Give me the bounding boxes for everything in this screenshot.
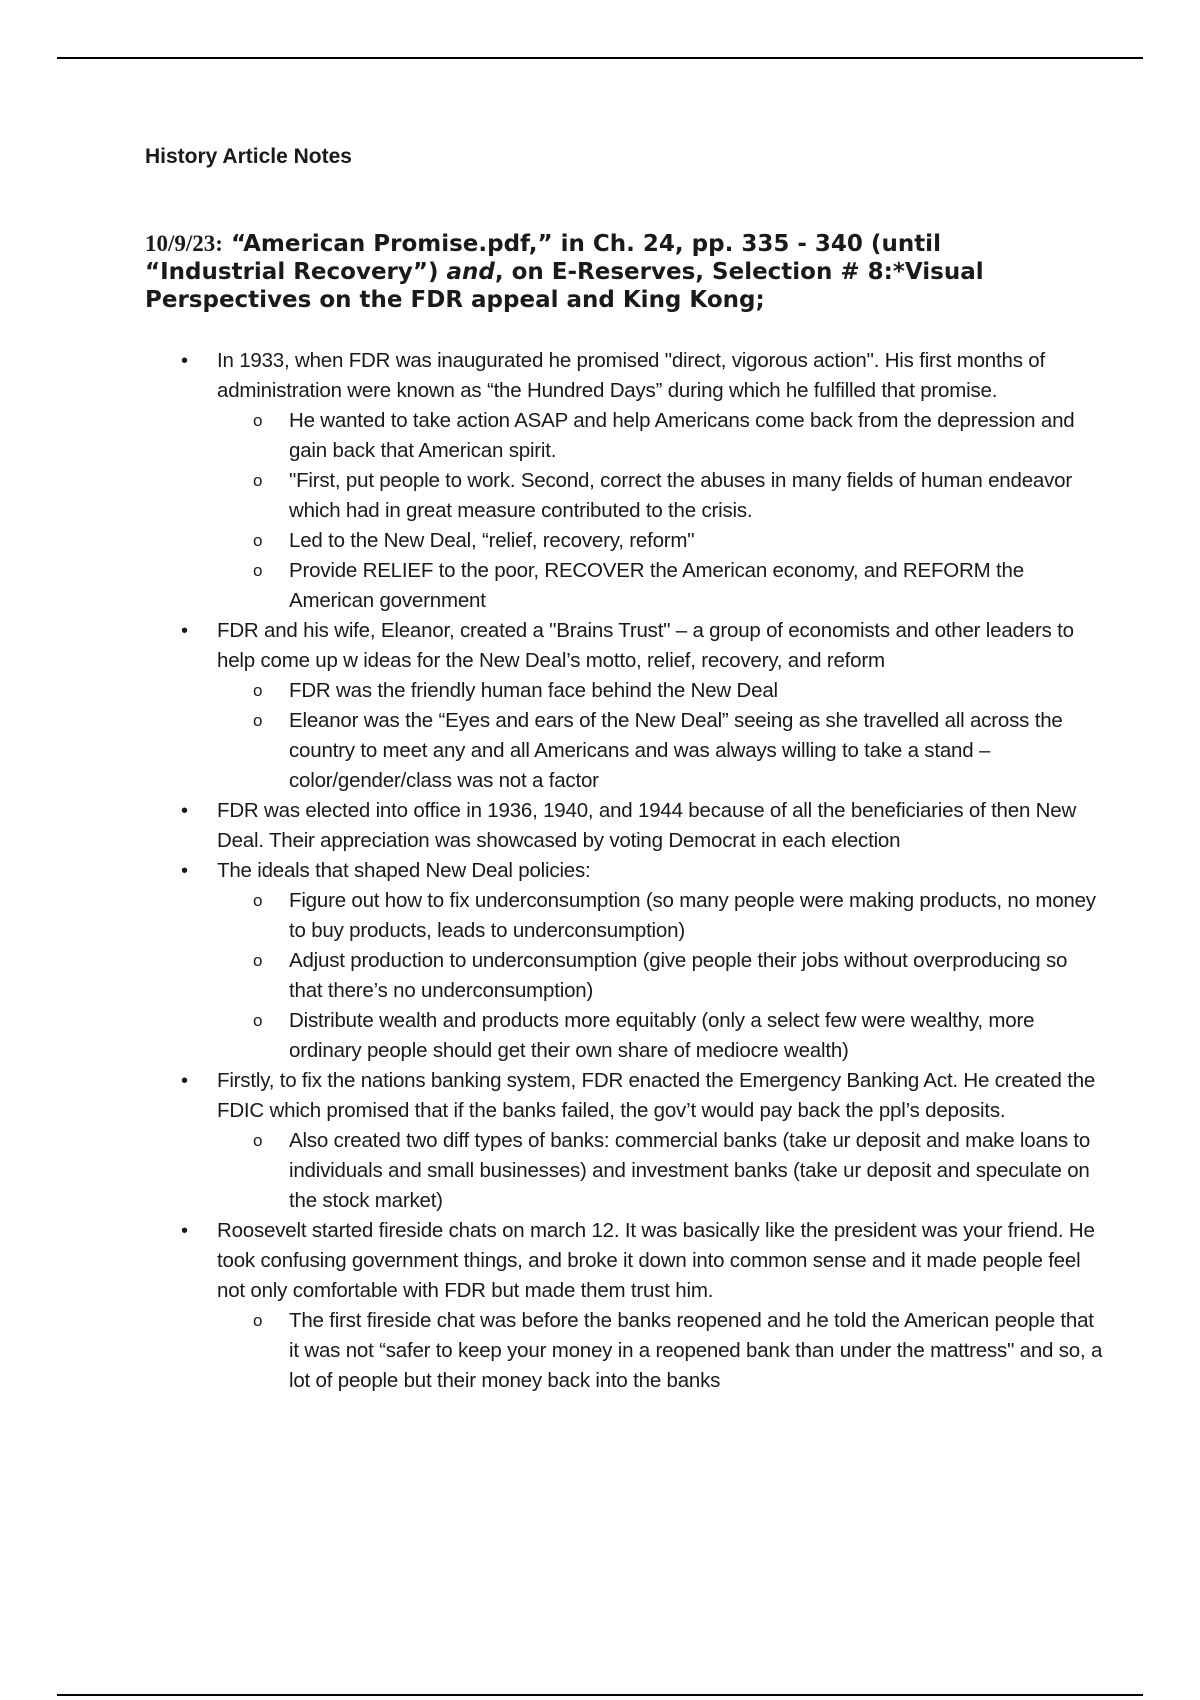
bullet-text: Roosevelt started fireside chats on march 12. It was basically like the president was your friend. He took confusing government things, and broke it down into common sense and it made people feel not only comfortable with FDR but made them trust him. (217, 1219, 1095, 1302)
sub-bullet-item (217, 466, 1105, 526)
circle-bullet-icon: o (253, 951, 263, 970)
sub-bullet-text: FDR was the friendly human face behind the New Deal (289, 679, 778, 702)
sub-bullet-list (217, 886, 1105, 1066)
sub-bullet-text: Figure out how to fix underconsumption (so many people were making products, no money to buy products, leads to underconsumption) (289, 889, 1096, 942)
bullet-item (145, 346, 1105, 616)
sub-bullet-list (217, 676, 1105, 796)
circle-bullet-icon: o (253, 1011, 263, 1030)
bullet-icon: • (181, 800, 188, 822)
sub-bullet-item (217, 946, 1105, 1006)
bullet-icon: • (181, 1070, 188, 1092)
notes-list-container (145, 346, 1105, 1396)
bullet-item (145, 856, 1105, 1066)
sub-bullet-item (217, 556, 1105, 616)
assignment-date: 10/9/23: (145, 231, 223, 256)
sub-bullet-text: Eleanor was the “Eyes and ears of the New Deal” seeing as she travelled all across the country to meet any and all Americans and was always willing to take a stand – color/gender/class was not a factor (289, 709, 1063, 792)
sub-bullet-text: Led to the New Deal, “relief, recovery, reform" (289, 529, 695, 552)
sub-bullet-list (217, 1126, 1105, 1216)
sub-bullet-item (217, 1126, 1105, 1216)
bullet-icon: • (181, 350, 188, 372)
sub-bullet-text: Provide RELIEF to the poor, RECOVER the American economy, and REFORM the American government (289, 559, 1024, 612)
circle-bullet-icon: o (253, 891, 263, 910)
sub-bullet-item (217, 706, 1105, 796)
sub-bullet-text: Also created two diff types of banks: commercial banks (take ur deposit and make loans to individuals and small businesses) and investment banks (take ur deposit and speculate on the stock market) (289, 1129, 1091, 1212)
sub-bullet-list (217, 406, 1105, 616)
circle-bullet-icon: o (253, 561, 263, 580)
bullet-item (145, 1216, 1105, 1396)
sub-bullet-text: He wanted to take action ASAP and help Americans come back from the depression and gain back that American spirit. (289, 409, 1075, 462)
notes-list (145, 346, 1105, 1396)
circle-bullet-icon: o (253, 711, 263, 730)
circle-bullet-icon: o (253, 411, 263, 430)
bullet-icon: • (181, 620, 188, 642)
bullet-text: Firstly, to fix the nations banking system, FDR enacted the Emergency Banking Act. He created the FDIC which promised that if the banks failed, the gov’t would pay back the ppl’s deposits. (217, 1069, 1096, 1122)
assignment-heading (145, 230, 1085, 314)
sub-bullet-item (217, 676, 1105, 706)
sub-bullet-item (217, 526, 1105, 556)
sub-bullet-item (217, 406, 1105, 466)
document-title: History Article Notes (145, 145, 352, 168)
assignment-text-part1: “American Promise.pdf,” in Ch. 24, pp. 335 - 340 (until “Industrial Recovery”) (145, 231, 941, 285)
bullet-item (145, 1066, 1105, 1216)
circle-bullet-icon: o (253, 471, 263, 490)
bullet-item (145, 616, 1105, 796)
bullet-icon: • (181, 1220, 188, 1242)
circle-bullet-icon: o (253, 681, 263, 700)
bullet-icon: • (181, 860, 188, 882)
sub-bullet-item (217, 886, 1105, 946)
sub-bullet-text: "First, put people to work. Second, correct the abuses in many fields of human endeavor which had in great measure contributed to the crisis. (289, 469, 1072, 522)
assignment-text-italic: and (446, 259, 495, 285)
sub-bullet-list (217, 1306, 1105, 1396)
bullet-text: FDR and his wife, Eleanor, created a "Brains Trust" – a group of economists and other leaders to help come up w ideas for the New Deal’s motto, relief, recovery, and reform (217, 619, 1074, 672)
bullet-text: The ideals that shaped New Deal policies: (217, 859, 591, 882)
bullet-text: In 1933, when FDR was inaugurated he promised "direct, vigorous action". His first months of administration were known as “the Hundred Days” during which he fulfilled that promise. (217, 349, 1045, 402)
bullet-text: FDR was elected into office in 1936, 1940, and 1944 because of all the beneficiaries of then New Deal. Their appreciation was showcased by voting Democrat in each election (217, 799, 1077, 852)
sub-bullet-text: Distribute wealth and products more equitably (only a select few were wealthy, more ordinary people should get their own share of mediocre wealth) (289, 1009, 1035, 1062)
sub-bullet-item (217, 1306, 1105, 1396)
assignment-text-part2: , on E-Reserves, Selection # 8:*Visual Perspectives on the FDR appeal and King Kong; (145, 259, 984, 313)
sub-bullet-text: The first fireside chat was before the banks reopened and he told the American people that it was not “safer to keep your money in a reopened bank than under the mattress" and so, a lot of people but their money back into the banks (289, 1309, 1103, 1392)
circle-bullet-icon: o (253, 1131, 263, 1150)
sub-bullet-text: Adjust production to underconsumption (give people their jobs without overproducing so that there’s no underconsumption) (289, 949, 1068, 1002)
footer-rule (57, 1694, 1143, 1696)
bullet-item (145, 796, 1105, 856)
circle-bullet-icon: o (253, 1311, 263, 1330)
header-rule (57, 57, 1143, 59)
circle-bullet-icon: o (253, 531, 263, 550)
sub-bullet-item (217, 1006, 1105, 1066)
